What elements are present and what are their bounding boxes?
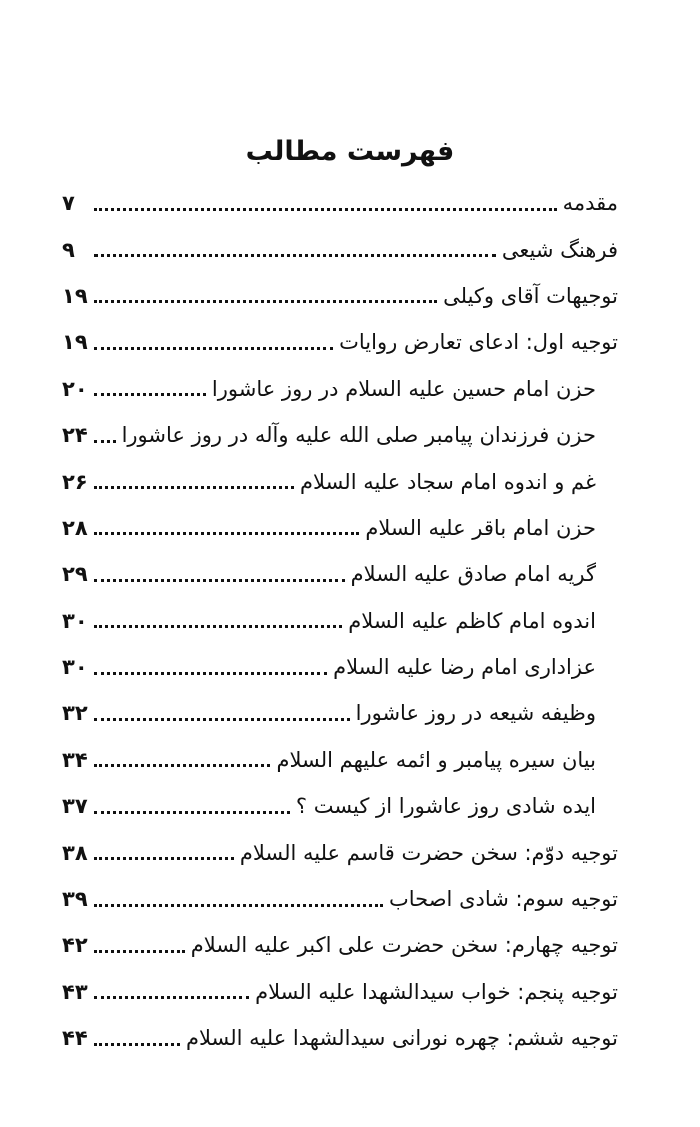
- toc-list: [62, 180, 618, 1061]
- toc-entry[interactable]: [62, 226, 618, 272]
- toc-entry-page-number: ۲۸: [62, 515, 88, 540]
- toc-entry-page-number: ۳۰: [62, 608, 88, 633]
- toc-entry[interactable]: [62, 829, 618, 875]
- dot-leader: [94, 393, 206, 396]
- toc-entry-page-number: ۳۰: [62, 655, 88, 680]
- toc-entry-page-number: ۳۷: [62, 794, 88, 819]
- toc-entry-page-number: ۳۴: [62, 747, 88, 772]
- toc-entry[interactable]: [62, 737, 618, 783]
- dot-leader: [94, 857, 234, 860]
- toc-entry-title: وظیفه شیعه در روز عاشورا: [355, 701, 596, 726]
- toc-entry-page-number: ۹: [62, 237, 75, 262]
- toc-entry[interactable]: [62, 969, 618, 1015]
- toc-entry[interactable]: [62, 644, 618, 690]
- toc-entry-title: توجیه دوّم: سخن حضرت قاسم عليه السلام: [239, 840, 618, 865]
- dot-leader: [94, 254, 496, 257]
- toc-entry[interactable]: [62, 412, 618, 458]
- dot-leader: [94, 996, 249, 999]
- dot-leader: [94, 440, 116, 443]
- dot-leader: [94, 532, 359, 535]
- toc-entry[interactable]: [62, 783, 618, 829]
- toc-entry-title: مقدمه: [562, 191, 618, 216]
- toc-entry-page-number: ۴۳: [62, 979, 88, 1004]
- toc-entry[interactable]: [62, 922, 618, 968]
- toc-entry[interactable]: [62, 690, 618, 736]
- toc-entry-title: ایده شادی روز عاشورا از کیست ؟: [295, 794, 596, 819]
- toc-entry-page-number: ۳۸: [62, 840, 88, 865]
- toc-entry[interactable]: [62, 876, 618, 922]
- toc-entry[interactable]: [62, 505, 618, 551]
- toc-entry[interactable]: [62, 1015, 618, 1061]
- dot-leader: [94, 718, 350, 721]
- toc-entry[interactable]: [62, 458, 618, 504]
- toc-entry-title: توجیه ششم: چهره نورانی سیدالشهدا عليه السلام: [185, 1026, 618, 1051]
- toc-entry[interactable]: [62, 180, 618, 226]
- dot-leader: [94, 811, 290, 814]
- dot-leader: [94, 579, 345, 582]
- dot-leader: [94, 486, 294, 489]
- dot-leader: [94, 950, 185, 953]
- toc-entry[interactable]: [62, 366, 618, 412]
- dot-leader: [94, 347, 333, 350]
- toc-entry[interactable]: [62, 319, 618, 365]
- toc-entry-page-number: ۴۲: [62, 933, 88, 958]
- toc-entry-page-number: ۱۹: [62, 283, 88, 308]
- toc-entry-page-number: ۳۹: [62, 887, 88, 912]
- toc-entry-page-number: ۴۴: [62, 1026, 88, 1051]
- toc-entry-title: اندوه امام کاظم عليه السلام: [348, 608, 596, 633]
- toc-entry-title: توجیهات آقای وکیلی: [443, 283, 618, 308]
- toc-entry-title: حزن فرزندان پیامبر صلى الله عليه وآله در روز عاشورا: [121, 423, 596, 448]
- toc-entry[interactable]: [62, 551, 618, 597]
- toc-entry-title: حزن امام باقر عليه السلام: [365, 515, 596, 540]
- toc-entry-page-number: ۱۹: [62, 330, 88, 355]
- toc-entry-title: بیان سیره پیامبر و ائمه عليهم السلام: [276, 747, 596, 772]
- dot-leader: [94, 625, 342, 628]
- toc-entry-title: گریه امام صادق عليه السلام: [350, 562, 596, 587]
- toc-entry-title: توجیه پنجم: خواب سیدالشهدا عليه السلام: [255, 979, 618, 1004]
- toc-entry-page-number: ۲۶: [62, 469, 88, 494]
- dot-leader: [94, 1043, 180, 1046]
- dot-leader: [94, 300, 437, 303]
- toc-entry-page-number: ۳۲: [62, 701, 88, 726]
- dot-leader: [94, 904, 383, 907]
- toc-entry-page-number: ۷: [62, 191, 75, 216]
- toc-entry-title: توجیه اول: ادعای تعارض روایات: [339, 330, 618, 355]
- toc-entry[interactable]: [62, 598, 618, 644]
- toc-entry-title: عزاداری امام رضا عليه السلام: [333, 655, 596, 680]
- toc-entry-title: توجیه چهارم: سخن حضرت علی اکبر عليه السلام: [190, 933, 618, 958]
- toc-entry[interactable]: [62, 273, 618, 319]
- toc-entry-page-number: ۲۰: [62, 376, 88, 401]
- dot-leader: [94, 672, 327, 675]
- toc-entry-page-number: ۲۴: [62, 423, 88, 448]
- toc-entry-title: فرهنگ شیعی: [501, 237, 618, 262]
- toc-entry-page-number: ۲۹: [62, 562, 88, 587]
- toc-entry-title: حزن امام حسین عليه السلام در روز عاشورا: [211, 376, 596, 401]
- toc-entry-title: غم و اندوه امام سجاد عليه السلام: [300, 469, 596, 494]
- dot-leader: [94, 208, 557, 211]
- toc-title: فهرست مطالب: [245, 136, 455, 167]
- dot-leader: [94, 764, 270, 767]
- toc-entry-title: توجیه سوم: شادی اصحاب: [389, 887, 618, 912]
